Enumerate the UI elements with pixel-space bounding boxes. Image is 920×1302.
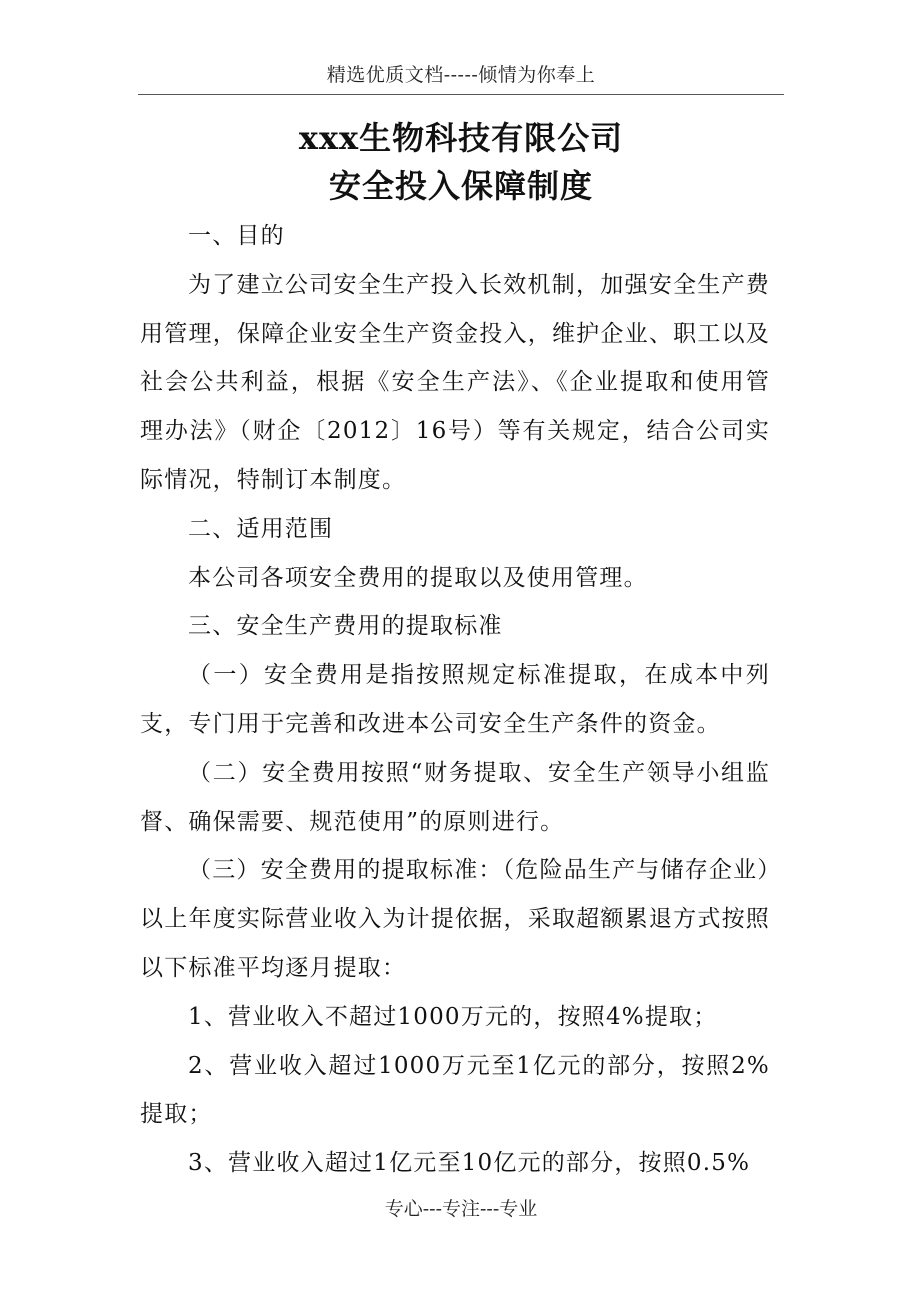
section-heading-standard: 三、安全生产费用的提取标准 xyxy=(188,613,503,640)
list-item-rate-2: 2、营业收入超过1000万元至1亿元的部分，按照2%提取； xyxy=(140,1052,770,1128)
document-title-company: xxx生物科技有限公司 xyxy=(298,119,624,157)
paragraph-item-2: （二）安全费用按照“财务提取、安全生产领导小组监督、确保需要、规范使用”的原则进行。 xyxy=(140,759,770,835)
list-item-rate-3: 3、营业收入超过1亿元至10亿元的部分，按照0.5% xyxy=(188,1150,751,1177)
paragraph-item-3: （三）安全费用的提取标准：（危险品生产与储存企业）以上年度实际营业收入为计提依据，采取超额累退方式按照以下标准平均逐月提取： xyxy=(140,857,770,981)
section-heading-purpose: 一、目的 xyxy=(188,223,285,249)
paragraph-item-1: （一）安全费用是指按照规定标准提取，在成本中列支，专门用于完善和改进本公司安全生产条件的资金。 xyxy=(140,662,770,737)
page-header: 精选优质文档-----倾情为你奉上 xyxy=(326,64,596,86)
header-divider xyxy=(138,94,784,95)
list-item-rate-1: 1、营业收入不超过1000万元的，按照4%提取； xyxy=(188,1003,718,1030)
page-footer: 专心---专注---专业 xyxy=(384,1198,538,1220)
document-body xyxy=(140,212,770,1188)
paragraph-scope: 本公司各项安全费用的提取以及使用管理。 xyxy=(188,564,648,591)
document-title-policy: 安全投入保障制度 xyxy=(328,167,593,205)
section-heading-scope: 二、适用范围 xyxy=(188,515,334,542)
paragraph-purpose: 为了建立公司安全生产投入长效机制，加强安全生产费用管理，保障企业安全生产资金投入，维护企业、职工以及社会公共利益，根据《安全生产法》、《企业提取和使用管理办法》（财企〔2012〕16号）等有关规定，结合公司实际情况，特制订本制度。 xyxy=(140,271,770,493)
